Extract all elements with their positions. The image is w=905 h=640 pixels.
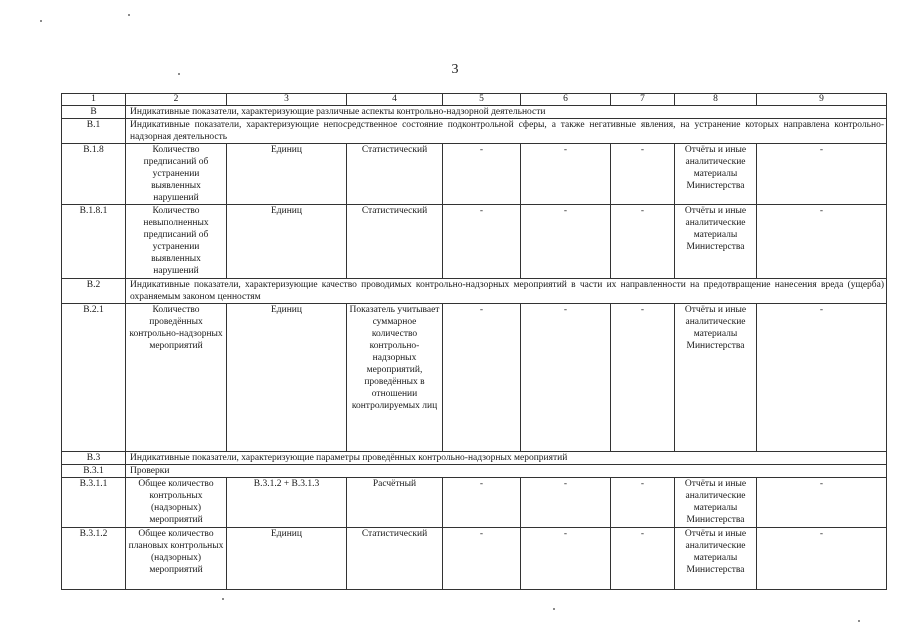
- row-code: В.3: [62, 452, 126, 465]
- row-code: В: [62, 106, 126, 119]
- type-cell: Статистический: [347, 528, 443, 590]
- row-code: В.3.1: [62, 465, 126, 478]
- section-title: Индикативные показатели, характеризующие различные аспекты контрольно-надзорной деятельности: [126, 106, 887, 119]
- source-cell: Отчёты и иные аналитические материалы Министерства: [675, 304, 757, 452]
- row-code: В.1: [62, 119, 126, 144]
- col5-cell: -: [443, 205, 521, 279]
- row-code: В.3.1.1: [62, 478, 126, 528]
- col5-cell: -: [443, 528, 521, 590]
- source-cell: Отчёты и иные аналитические материалы Министерства: [675, 528, 757, 590]
- col6-cell: -: [521, 478, 611, 528]
- column-header: 3: [227, 94, 347, 106]
- column-header: 7: [611, 94, 675, 106]
- col7-cell: -: [611, 205, 675, 279]
- col7-cell: -: [611, 478, 675, 528]
- column-header: 9: [757, 94, 887, 106]
- col6-cell: -: [521, 528, 611, 590]
- indicator-name: Количество предписаний об устранении выявленных нарушений: [126, 144, 227, 205]
- table-row: [62, 304, 887, 452]
- col6-cell: -: [521, 205, 611, 279]
- column-header: 6: [521, 94, 611, 106]
- col9-cell: -: [757, 205, 887, 279]
- scan-speck: [178, 73, 180, 75]
- column-header: 8: [675, 94, 757, 106]
- unit-cell: Единиц: [227, 144, 347, 205]
- col5-cell: -: [443, 144, 521, 205]
- col9-cell: -: [757, 304, 887, 452]
- col9-cell: -: [757, 478, 887, 528]
- section-title: Проверки: [126, 465, 887, 478]
- type-cell: Статистический: [347, 205, 443, 279]
- column-header: 5: [443, 94, 521, 106]
- column-header: 4: [347, 94, 443, 106]
- section-title: Индикативные показатели, характеризующие непосредственное состояние подконтрольной сферы, а также негативные явления, на устранение которых направлена контрольно-надзорная деятельность: [126, 119, 887, 144]
- section-row: [62, 279, 887, 304]
- table-row: [62, 478, 887, 528]
- row-code: В.1.8: [62, 144, 126, 205]
- column-number-row: [62, 94, 887, 106]
- column-header: 2: [126, 94, 227, 106]
- source-cell: Отчёты и иные аналитические материалы Министерства: [675, 144, 757, 205]
- source-cell: Отчёты и иные аналитические материалы Министерства: [675, 205, 757, 279]
- column-header: 1: [62, 94, 126, 106]
- col5-cell: -: [443, 304, 521, 452]
- unit-cell: Единиц: [227, 205, 347, 279]
- section-row: [62, 106, 887, 119]
- section-title: Индикативные показатели, характеризующие параметры проведённых контрольно-надзорных мероприятий: [126, 452, 887, 465]
- scan-speck: [128, 14, 130, 16]
- indicators-table: [61, 93, 887, 590]
- table-row: [62, 144, 887, 205]
- col6-cell: -: [521, 304, 611, 452]
- scan-speck: [858, 620, 860, 622]
- indicator-name: Количество проведённых контрольно-надзорных мероприятий: [126, 304, 227, 452]
- unit-cell: Единиц: [227, 304, 347, 452]
- row-code: В.2.1: [62, 304, 126, 452]
- row-code: В.3.1.2: [62, 528, 126, 590]
- type-cell: Показатель учитывает суммарное количество контрольно-надзорных мероприятий, проведённых в отношении контролируемых лиц: [347, 304, 443, 452]
- col9-cell: -: [757, 144, 887, 205]
- scan-speck: [222, 598, 224, 600]
- type-cell: Расчётный: [347, 478, 443, 528]
- row-code: В.2: [62, 279, 126, 304]
- unit-cell: Единиц: [227, 528, 347, 590]
- row-code: В.1.8.1: [62, 205, 126, 279]
- indicator-name: Общее количество плановых контрольных (надзорных) мероприятий: [126, 528, 227, 590]
- type-cell: Статистический: [347, 144, 443, 205]
- scan-speck: [40, 20, 42, 22]
- section-title: Индикативные показатели, характеризующие качество проводимых контрольно-надзорных мероприятий в части их направленности на предотвращение нанесения вреда (ущерба) охраняемым законом ценностям: [126, 279, 887, 304]
- col6-cell: -: [521, 144, 611, 205]
- col7-cell: -: [611, 304, 675, 452]
- source-cell: Отчёты и иные аналитические материалы Министерства: [675, 478, 757, 528]
- table-row: [62, 205, 887, 279]
- col9-cell: -: [757, 528, 887, 590]
- col5-cell: -: [443, 478, 521, 528]
- unit-cell: В.3.1.2 + В.3.1.3: [227, 478, 347, 528]
- col7-cell: -: [611, 144, 675, 205]
- col7-cell: -: [611, 528, 675, 590]
- section-row: [62, 465, 887, 478]
- table-row: [62, 528, 887, 590]
- indicator-name: Количество невыполненных предписаний об устранении выявленных нарушений: [126, 205, 227, 279]
- section-row: [62, 119, 887, 144]
- scan-speck: [553, 608, 555, 610]
- page-number: 3: [451, 62, 459, 77]
- section-row: [62, 452, 887, 465]
- indicator-name: Общее количество контрольных (надзорных) мероприятий: [126, 478, 227, 528]
